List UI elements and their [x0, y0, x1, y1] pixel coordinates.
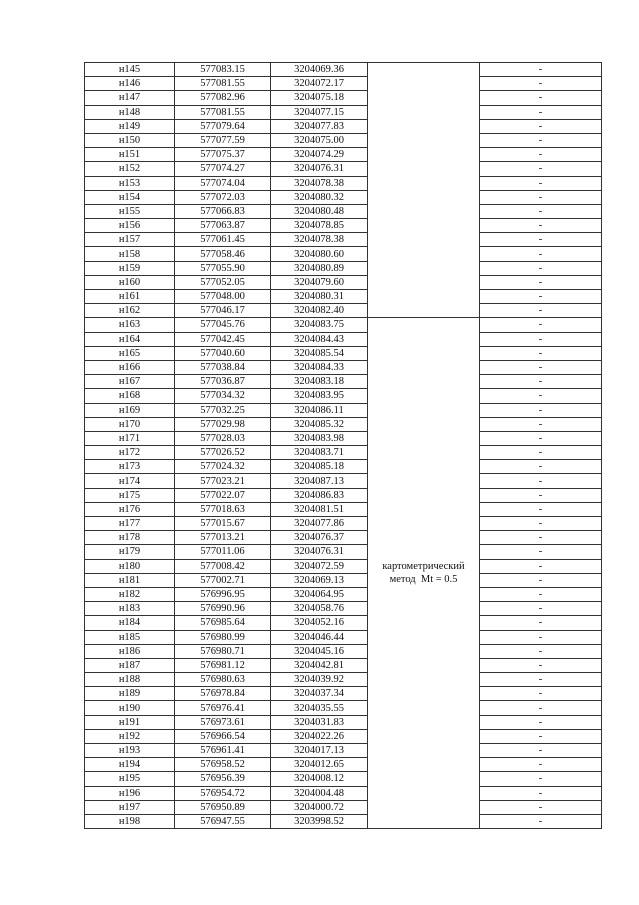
table-row — [85, 814, 602, 828]
x-coordinate-cell: 577055.90 — [175, 261, 271, 275]
accuracy-cell: - — [480, 744, 602, 758]
point-name-cell: н163 — [85, 318, 175, 332]
table-row — [85, 630, 602, 644]
point-name-cell: н197 — [85, 800, 175, 814]
y-coordinate-cell: 3204083.75 — [271, 318, 368, 332]
y-coordinate-cell: 3204083.71 — [271, 446, 368, 460]
table-row — [85, 431, 602, 445]
method-text-line1: картометрический — [382, 561, 465, 573]
y-coordinate-cell: 3204087.13 — [271, 474, 368, 488]
accuracy-cell: - — [480, 346, 602, 360]
y-coordinate-cell: 3204083.95 — [271, 389, 368, 403]
x-coordinate-cell: 577075.37 — [175, 148, 271, 162]
point-name-cell: н169 — [85, 403, 175, 417]
table-row — [85, 63, 602, 77]
point-name-cell: н184 — [85, 616, 175, 630]
table-row — [85, 119, 602, 133]
x-coordinate-cell: 576958.52 — [175, 758, 271, 772]
x-coordinate-cell: 577063.87 — [175, 219, 271, 233]
table-row — [85, 786, 602, 800]
point-name-cell: н186 — [85, 644, 175, 658]
y-coordinate-cell: 3204082.40 — [271, 304, 368, 318]
table-row — [85, 91, 602, 105]
point-name-cell: н146 — [85, 77, 175, 91]
accuracy-cell: - — [480, 304, 602, 318]
accuracy-cell: - — [480, 389, 602, 403]
accuracy-cell: - — [480, 332, 602, 346]
point-name-cell: н147 — [85, 91, 175, 105]
table-row — [85, 133, 602, 147]
x-coordinate-cell: 577082.96 — [175, 91, 271, 105]
accuracy-cell: - — [480, 261, 602, 275]
point-name-cell: н183 — [85, 602, 175, 616]
table-row — [85, 318, 602, 332]
x-coordinate-cell: 576954.72 — [175, 786, 271, 800]
y-coordinate-cell: 3204078.38 — [271, 176, 368, 190]
accuracy-cell: - — [480, 474, 602, 488]
point-name-cell: н175 — [85, 488, 175, 502]
y-coordinate-cell: 3204017.13 — [271, 744, 368, 758]
y-coordinate-cell: 3204079.60 — [271, 275, 368, 289]
table-row — [85, 517, 602, 531]
accuracy-cell: - — [480, 758, 602, 772]
point-name-cell: н159 — [85, 261, 175, 275]
y-coordinate-cell: 3204039.92 — [271, 673, 368, 687]
table-row — [85, 77, 602, 91]
y-coordinate-cell: 3204045.16 — [271, 644, 368, 658]
x-coordinate-cell: 576966.54 — [175, 729, 271, 743]
accuracy-cell: - — [480, 786, 602, 800]
table-row — [85, 190, 602, 204]
x-coordinate-cell: 577045.76 — [175, 318, 271, 332]
y-coordinate-cell: 3204083.98 — [271, 431, 368, 445]
table-row — [85, 346, 602, 360]
accuracy-cell: - — [480, 658, 602, 672]
accuracy-cell: - — [480, 460, 602, 474]
accuracy-cell: - — [480, 190, 602, 204]
y-coordinate-cell: 3204004.48 — [271, 786, 368, 800]
accuracy-cell: - — [480, 772, 602, 786]
point-name-cell: н185 — [85, 630, 175, 644]
table-row — [85, 360, 602, 374]
table-row — [85, 673, 602, 687]
accuracy-cell: - — [480, 531, 602, 545]
y-coordinate-cell: 3204069.36 — [271, 63, 368, 77]
y-coordinate-cell: 3204080.32 — [271, 190, 368, 204]
point-name-cell: н167 — [85, 375, 175, 389]
table-row — [85, 573, 602, 587]
table-row — [85, 502, 602, 516]
y-coordinate-cell: 3204085.54 — [271, 346, 368, 360]
point-name-cell: н148 — [85, 105, 175, 119]
accuracy-cell: - — [480, 814, 602, 828]
accuracy-cell: - — [480, 630, 602, 644]
accuracy-cell: - — [480, 517, 602, 531]
x-coordinate-cell: 576947.55 — [175, 814, 271, 828]
point-name-cell: н149 — [85, 119, 175, 133]
y-coordinate-cell: 3204072.59 — [271, 559, 368, 573]
point-name-cell: н158 — [85, 247, 175, 261]
table-row — [85, 531, 602, 545]
y-coordinate-cell: 3204008.12 — [271, 772, 368, 786]
y-coordinate-cell: 3204046.44 — [271, 630, 368, 644]
table-row — [85, 233, 602, 247]
table-row — [85, 701, 602, 715]
y-coordinate-cell: 3204083.18 — [271, 375, 368, 389]
table-row — [85, 332, 602, 346]
y-coordinate-cell: 3204078.85 — [271, 219, 368, 233]
x-coordinate-cell: 577023.21 — [175, 474, 271, 488]
x-coordinate-cell: 576985.64 — [175, 616, 271, 630]
x-coordinate-cell: 576961.41 — [175, 744, 271, 758]
table-row — [85, 559, 602, 573]
table-row — [85, 616, 602, 630]
point-name-cell: н178 — [85, 531, 175, 545]
y-coordinate-cell: 3204076.31 — [271, 545, 368, 559]
table-row — [85, 176, 602, 190]
table-row — [85, 204, 602, 218]
point-name-cell: н166 — [85, 360, 175, 374]
point-name-cell: н182 — [85, 587, 175, 601]
table-row — [85, 744, 602, 758]
y-coordinate-cell: 3204077.15 — [271, 105, 368, 119]
x-coordinate-cell: 577024.32 — [175, 460, 271, 474]
table-row — [85, 602, 602, 616]
accuracy-cell: - — [480, 502, 602, 516]
x-coordinate-cell: 577058.46 — [175, 247, 271, 261]
point-name-cell: н150 — [85, 133, 175, 147]
point-name-cell: н179 — [85, 545, 175, 559]
table-row — [85, 219, 602, 233]
table-row — [85, 545, 602, 559]
point-name-cell: н170 — [85, 417, 175, 431]
table-row — [85, 304, 602, 318]
accuracy-cell: - — [480, 431, 602, 445]
point-name-cell: н157 — [85, 233, 175, 247]
table-row — [85, 460, 602, 474]
point-name-cell: н189 — [85, 687, 175, 701]
x-coordinate-cell: 577028.03 — [175, 431, 271, 445]
y-coordinate-cell: 3204031.83 — [271, 715, 368, 729]
x-coordinate-cell: 577029.98 — [175, 417, 271, 431]
y-coordinate-cell: 3204086.11 — [271, 403, 368, 417]
point-name-cell: н190 — [85, 701, 175, 715]
table-row — [85, 105, 602, 119]
x-coordinate-cell: 577036.87 — [175, 375, 271, 389]
table-row — [85, 772, 602, 786]
y-coordinate-cell: 3204080.89 — [271, 261, 368, 275]
x-coordinate-cell: 576976.41 — [175, 701, 271, 715]
x-coordinate-cell: 577081.55 — [175, 105, 271, 119]
method-cell-empty — [368, 63, 480, 318]
accuracy-cell: - — [480, 488, 602, 502]
table-row — [85, 446, 602, 460]
point-name-cell: н191 — [85, 715, 175, 729]
table-row — [85, 644, 602, 658]
y-coordinate-cell: 3204022.26 — [271, 729, 368, 743]
x-coordinate-cell: 577046.17 — [175, 304, 271, 318]
y-coordinate-cell: 3204064.95 — [271, 587, 368, 601]
y-coordinate-cell: 3203998.52 — [271, 814, 368, 828]
y-coordinate-cell: 3204085.32 — [271, 417, 368, 431]
point-name-cell: н194 — [85, 758, 175, 772]
accuracy-cell: - — [480, 701, 602, 715]
x-coordinate-cell: 577040.60 — [175, 346, 271, 360]
table-row — [85, 162, 602, 176]
x-coordinate-cell: 576980.99 — [175, 630, 271, 644]
accuracy-cell: - — [480, 219, 602, 233]
y-coordinate-cell: 3204052.16 — [271, 616, 368, 630]
x-coordinate-cell: 577011.06 — [175, 545, 271, 559]
accuracy-cell: - — [480, 715, 602, 729]
point-name-cell: н161 — [85, 290, 175, 304]
accuracy-cell: - — [480, 63, 602, 77]
accuracy-cell: - — [480, 133, 602, 147]
accuracy-cell: - — [480, 644, 602, 658]
y-coordinate-cell: 3204085.18 — [271, 460, 368, 474]
accuracy-cell: - — [480, 559, 602, 573]
accuracy-cell: - — [480, 545, 602, 559]
point-name-cell: н145 — [85, 63, 175, 77]
point-name-cell: н187 — [85, 658, 175, 672]
point-name-cell: н152 — [85, 162, 175, 176]
accuracy-cell: - — [480, 446, 602, 460]
y-coordinate-cell: 3204076.37 — [271, 531, 368, 545]
table-row — [85, 417, 602, 431]
x-coordinate-cell: 577002.71 — [175, 573, 271, 587]
point-name-cell: н153 — [85, 176, 175, 190]
table-row — [85, 247, 602, 261]
point-name-cell: н171 — [85, 431, 175, 445]
accuracy-cell: - — [480, 375, 602, 389]
table-row — [85, 658, 602, 672]
point-name-cell: н188 — [85, 673, 175, 687]
accuracy-cell: - — [480, 204, 602, 218]
accuracy-cell: - — [480, 247, 602, 261]
x-coordinate-cell: 577074.04 — [175, 176, 271, 190]
y-coordinate-cell: 3204000.72 — [271, 800, 368, 814]
y-coordinate-cell: 3204077.83 — [271, 119, 368, 133]
y-coordinate-cell: 3204078.38 — [271, 233, 368, 247]
x-coordinate-cell: 577061.45 — [175, 233, 271, 247]
point-name-cell: н177 — [85, 517, 175, 531]
coordinates-table-body — [85, 63, 602, 829]
table-row — [85, 403, 602, 417]
accuracy-cell: - — [480, 360, 602, 374]
y-coordinate-cell: 3204072.17 — [271, 77, 368, 91]
x-coordinate-cell: 577026.52 — [175, 446, 271, 460]
x-coordinate-cell: 577034.32 — [175, 389, 271, 403]
x-coordinate-cell: 577077.59 — [175, 133, 271, 147]
x-coordinate-cell: 577048.00 — [175, 290, 271, 304]
y-coordinate-cell: 3204074.29 — [271, 148, 368, 162]
y-coordinate-cell: 3204081.51 — [271, 502, 368, 516]
y-coordinate-cell: 3204084.33 — [271, 360, 368, 374]
accuracy-cell: - — [480, 318, 602, 332]
x-coordinate-cell: 577018.63 — [175, 502, 271, 516]
method-text-line2: метод Mt = 0.5 — [389, 574, 458, 586]
point-name-cell: н193 — [85, 744, 175, 758]
x-coordinate-cell: 577042.45 — [175, 332, 271, 346]
y-coordinate-cell: 3204080.31 — [271, 290, 368, 304]
accuracy-cell: - — [480, 573, 602, 587]
table-row — [85, 148, 602, 162]
x-coordinate-cell: 577066.83 — [175, 204, 271, 218]
x-coordinate-cell: 577074.27 — [175, 162, 271, 176]
accuracy-cell: - — [480, 290, 602, 304]
table-row — [85, 275, 602, 289]
y-coordinate-cell: 3204080.60 — [271, 247, 368, 261]
point-name-cell: н164 — [85, 332, 175, 346]
x-coordinate-cell: 577008.42 — [175, 559, 271, 573]
accuracy-cell: - — [480, 91, 602, 105]
point-name-cell: н173 — [85, 460, 175, 474]
point-name-cell: н196 — [85, 786, 175, 800]
x-coordinate-cell: 577083.15 — [175, 63, 271, 77]
x-coordinate-cell: 576980.71 — [175, 644, 271, 658]
table-row — [85, 715, 602, 729]
point-name-cell: н181 — [85, 573, 175, 587]
x-coordinate-cell: 577032.25 — [175, 403, 271, 417]
table-row — [85, 758, 602, 772]
x-coordinate-cell: 577072.03 — [175, 190, 271, 204]
x-coordinate-cell: 577013.21 — [175, 531, 271, 545]
point-name-cell: н156 — [85, 219, 175, 233]
accuracy-cell: - — [480, 77, 602, 91]
table-row — [85, 729, 602, 743]
accuracy-cell: - — [480, 162, 602, 176]
accuracy-cell: - — [480, 105, 602, 119]
accuracy-cell: - — [480, 687, 602, 701]
y-coordinate-cell: 3204076.31 — [271, 162, 368, 176]
point-name-cell: н192 — [85, 729, 175, 743]
table-row — [85, 587, 602, 601]
point-name-cell: н195 — [85, 772, 175, 786]
y-coordinate-cell: 3204080.48 — [271, 204, 368, 218]
accuracy-cell: - — [480, 275, 602, 289]
point-name-cell: н180 — [85, 559, 175, 573]
point-name-cell: н168 — [85, 389, 175, 403]
x-coordinate-cell: 577022.07 — [175, 488, 271, 502]
y-coordinate-cell: 3204035.55 — [271, 701, 368, 715]
y-coordinate-cell: 3204075.18 — [271, 91, 368, 105]
y-coordinate-cell: 3204069.13 — [271, 573, 368, 587]
point-name-cell: н174 — [85, 474, 175, 488]
x-coordinate-cell: 576980.63 — [175, 673, 271, 687]
table-row — [85, 687, 602, 701]
x-coordinate-cell: 576973.61 — [175, 715, 271, 729]
y-coordinate-cell: 3204058.76 — [271, 602, 368, 616]
y-coordinate-cell: 3204086.83 — [271, 488, 368, 502]
accuracy-cell: - — [480, 403, 602, 417]
coordinates-table — [84, 62, 602, 829]
point-name-cell: н160 — [85, 275, 175, 289]
x-coordinate-cell: 576956.39 — [175, 772, 271, 786]
table-row — [85, 389, 602, 403]
point-name-cell: н154 — [85, 190, 175, 204]
point-name-cell: н176 — [85, 502, 175, 516]
y-coordinate-cell: 3204084.43 — [271, 332, 368, 346]
accuracy-cell: - — [480, 800, 602, 814]
point-name-cell: н165 — [85, 346, 175, 360]
accuracy-cell: - — [480, 729, 602, 743]
accuracy-cell: - — [480, 233, 602, 247]
table-row — [85, 474, 602, 488]
x-coordinate-cell: 577081.55 — [175, 77, 271, 91]
accuracy-cell: - — [480, 417, 602, 431]
point-name-cell: н155 — [85, 204, 175, 218]
point-name-cell: н198 — [85, 814, 175, 828]
point-name-cell: н172 — [85, 446, 175, 460]
table-row — [85, 261, 602, 275]
y-coordinate-cell: 3204012.65 — [271, 758, 368, 772]
x-coordinate-cell: 576996.95 — [175, 587, 271, 601]
table-row — [85, 800, 602, 814]
accuracy-cell: - — [480, 119, 602, 133]
method-cell — [368, 318, 480, 829]
table-row — [85, 290, 602, 304]
x-coordinate-cell: 577015.67 — [175, 517, 271, 531]
y-coordinate-cell: 3204037.34 — [271, 687, 368, 701]
x-coordinate-cell: 577052.05 — [175, 275, 271, 289]
point-name-cell: н162 — [85, 304, 175, 318]
x-coordinate-cell: 576990.96 — [175, 602, 271, 616]
y-coordinate-cell: 3204042.81 — [271, 658, 368, 672]
accuracy-cell: - — [480, 587, 602, 601]
table-row — [85, 375, 602, 389]
x-coordinate-cell: 576978.84 — [175, 687, 271, 701]
x-coordinate-cell: 576981.12 — [175, 658, 271, 672]
y-coordinate-cell: 3204077.86 — [271, 517, 368, 531]
point-name-cell: н151 — [85, 148, 175, 162]
x-coordinate-cell: 577038.84 — [175, 360, 271, 374]
accuracy-cell: - — [480, 176, 602, 190]
x-coordinate-cell: 576950.89 — [175, 800, 271, 814]
accuracy-cell: - — [480, 673, 602, 687]
accuracy-cell: - — [480, 148, 602, 162]
accuracy-cell: - — [480, 616, 602, 630]
table-row — [85, 488, 602, 502]
x-coordinate-cell: 577079.64 — [175, 119, 271, 133]
accuracy-cell: - — [480, 602, 602, 616]
y-coordinate-cell: 3204075.00 — [271, 133, 368, 147]
